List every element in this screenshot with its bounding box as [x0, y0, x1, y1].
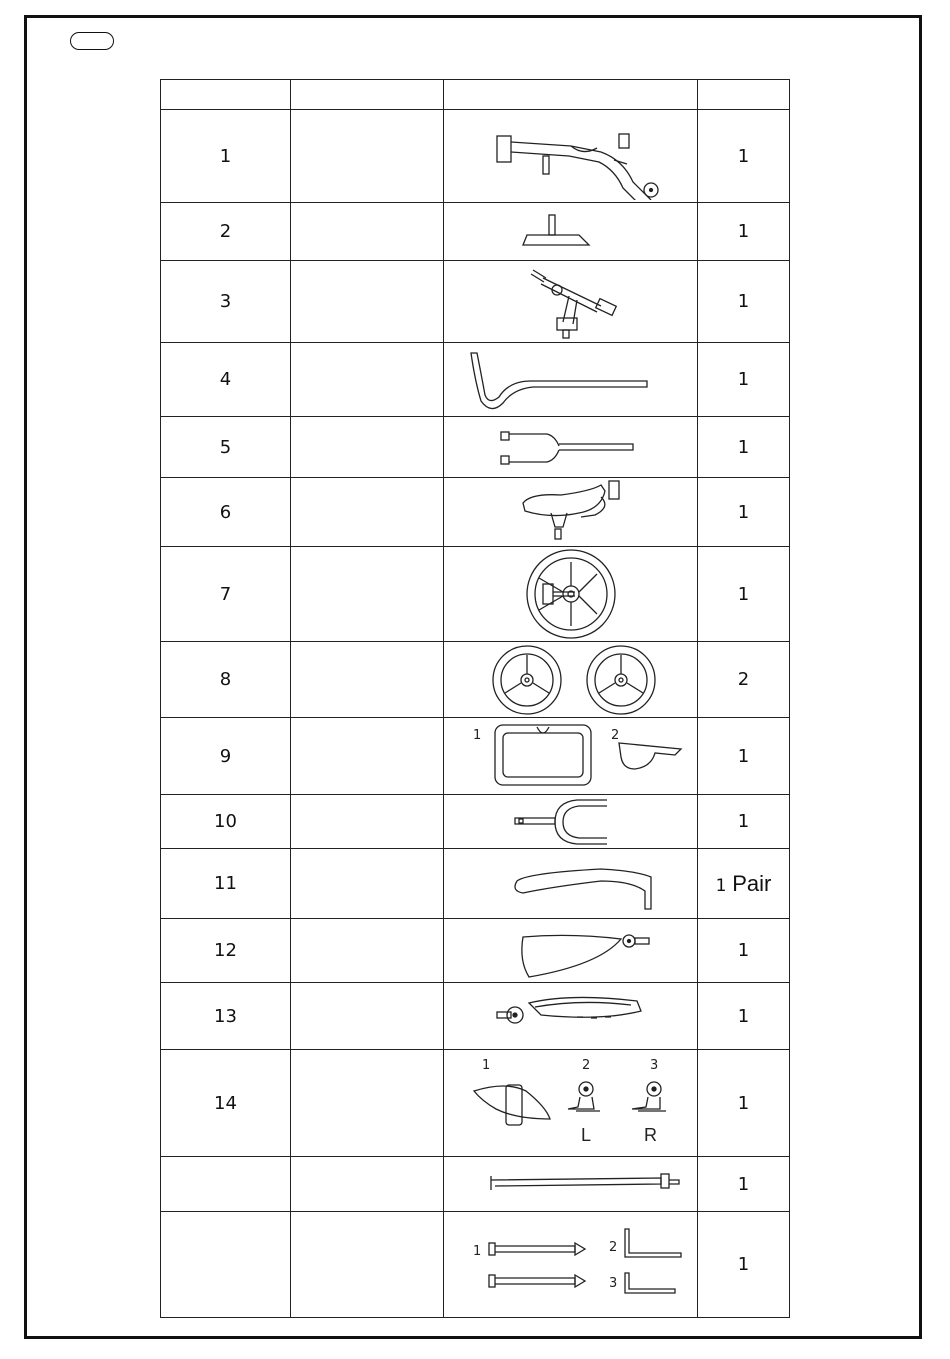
- part-qty: 1: [698, 343, 790, 417]
- header-no: [161, 80, 291, 110]
- part-name: [291, 261, 444, 343]
- table-row: [161, 1050, 790, 1157]
- rear-axle-fork-icon: [451, 418, 691, 476]
- part-number: [161, 1212, 291, 1318]
- part-qty: 1: [698, 110, 790, 203]
- table-row: [161, 983, 790, 1050]
- push-handle-rod-icon: [451, 345, 691, 415]
- stand-bracket-icon: [451, 205, 691, 259]
- table-row: [161, 919, 790, 983]
- part-qty: 1: [698, 718, 790, 795]
- part-qty: 1: [698, 1157, 790, 1212]
- part-qty: 1: [698, 1212, 790, 1318]
- seat-icon: [451, 479, 691, 545]
- header-picture: [444, 80, 698, 110]
- part-qty: 2: [698, 642, 790, 718]
- table-row: [161, 261, 790, 343]
- part-name: [291, 849, 444, 919]
- part-name: [291, 547, 444, 642]
- main-frame-icon: [451, 112, 691, 200]
- part-qty: 1: [698, 261, 790, 343]
- part-qty-number: 1: [715, 875, 727, 896]
- part-number: 8: [161, 642, 291, 718]
- handlebar-icon: [451, 262, 691, 342]
- part-number: 12: [161, 919, 291, 983]
- part-number: 13: [161, 983, 291, 1050]
- page-number-badge: [70, 32, 114, 50]
- part-name: [291, 1050, 444, 1157]
- table-row: [161, 849, 790, 919]
- part-qty: 1: [698, 478, 790, 547]
- sub-label-1: 1: [472, 728, 481, 743]
- mudguard-set-icon: [446, 1051, 696, 1155]
- table-row: [161, 547, 790, 642]
- part-qty: 1: [698, 547, 790, 642]
- part-number: 14: [161, 1050, 291, 1157]
- canopy-icon: [451, 921, 691, 981]
- table-row: [161, 343, 790, 417]
- part-name: [291, 795, 444, 849]
- rear-wheels-icon: [451, 643, 691, 717]
- parts-list-table: [160, 79, 790, 1318]
- part-name: [291, 1157, 444, 1212]
- part-number: 7: [161, 547, 291, 642]
- part-number: 2: [161, 203, 291, 261]
- side-label-left: L: [580, 1125, 591, 1145]
- part-number: 1: [161, 110, 291, 203]
- table-row: [161, 1212, 790, 1318]
- table-row: [161, 642, 790, 718]
- part-number: 5: [161, 417, 291, 478]
- part-qty: 1: [698, 983, 790, 1050]
- table-row: [161, 1157, 790, 1212]
- part-qty: 1: [698, 795, 790, 849]
- part-qty: 1: [698, 203, 790, 261]
- part-qty: 1: [698, 1050, 790, 1157]
- part-name: [291, 203, 444, 261]
- part-qty-unit: Pair: [732, 870, 772, 896]
- header-name: [291, 80, 444, 110]
- part-name: [291, 1212, 444, 1318]
- part-name: [291, 642, 444, 718]
- footrest-icon: [451, 985, 691, 1047]
- part-name: [291, 417, 444, 478]
- sub-label-1: 1: [472, 1243, 481, 1259]
- table-row: [161, 795, 790, 849]
- hardware-kit-icon: [451, 1213, 691, 1317]
- sub-label-2: 2: [610, 728, 619, 743]
- part-number: [161, 1157, 291, 1212]
- armrest-icon: [451, 851, 691, 917]
- part-number: 10: [161, 795, 291, 849]
- part-number: 6: [161, 478, 291, 547]
- part-number: 4: [161, 343, 291, 417]
- table-row: [161, 203, 790, 261]
- part-name: [291, 343, 444, 417]
- footrest-bracket-icon: [451, 796, 691, 848]
- connecting-rod-icon: [451, 1158, 691, 1210]
- sub-label-3: 3: [649, 1058, 658, 1073]
- sub-label-2: 2: [608, 1239, 617, 1255]
- part-name: [291, 718, 444, 795]
- table-row: [161, 718, 790, 795]
- part-qty: 1: [698, 919, 790, 983]
- table-header-row: [161, 80, 790, 110]
- sub-label-3: 3: [608, 1275, 617, 1291]
- side-label-right: R: [643, 1125, 657, 1145]
- table-row: [161, 417, 790, 478]
- basket-frame-icon: [451, 719, 691, 793]
- table-row: [161, 110, 790, 203]
- front-wheel-icon: [451, 548, 691, 640]
- part-number: 11: [161, 849, 291, 919]
- part-name: [291, 983, 444, 1050]
- part-name: [291, 919, 444, 983]
- part-number: 3: [161, 261, 291, 343]
- part-qty: [698, 849, 790, 919]
- table-row: [161, 478, 790, 547]
- header-qty: [698, 80, 790, 110]
- part-name: [291, 478, 444, 547]
- sub-label-2: 2: [581, 1058, 590, 1073]
- part-name: [291, 110, 444, 203]
- part-number: 9: [161, 718, 291, 795]
- part-qty: 1: [698, 417, 790, 478]
- sub-label-1: 1: [481, 1058, 490, 1073]
